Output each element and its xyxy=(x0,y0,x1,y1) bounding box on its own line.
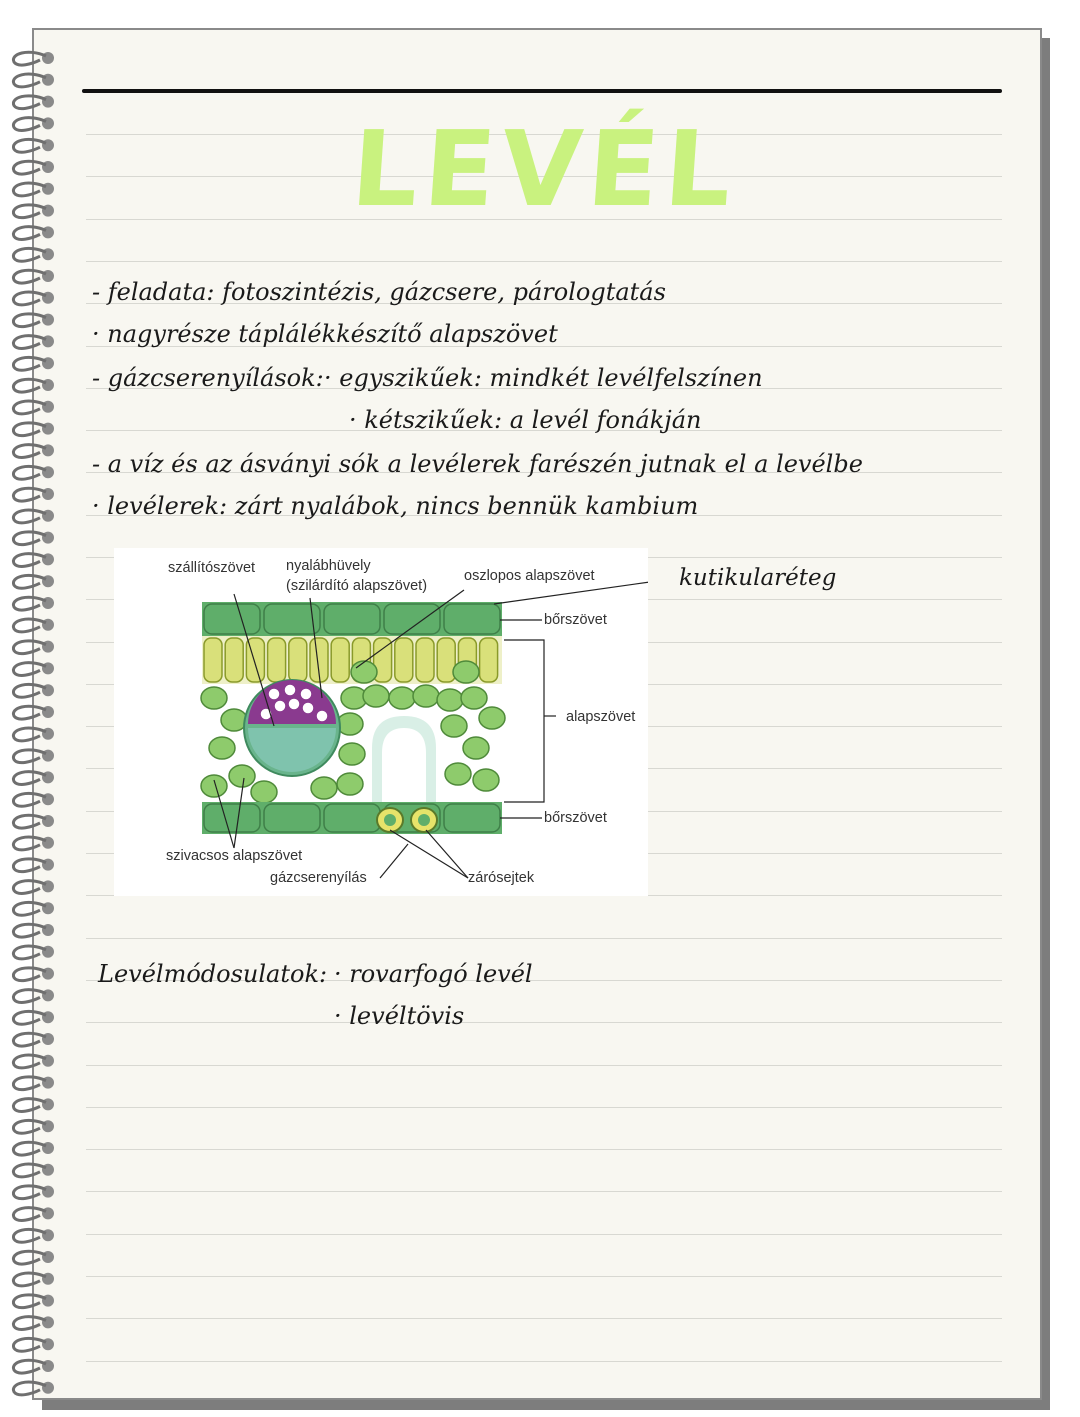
spiral-coil xyxy=(13,270,46,283)
palisade-cell xyxy=(289,638,307,682)
spiral-coil xyxy=(13,1338,46,1351)
ruled-line xyxy=(86,1361,1002,1362)
spiral-coil xyxy=(13,1055,46,1068)
spiral-coil xyxy=(13,423,46,436)
spiral-coil xyxy=(13,575,46,588)
spiral-coil xyxy=(13,1120,46,1133)
spiral-coil xyxy=(13,793,46,806)
note-line-gazcsere-label: - gázcserenyílások: xyxy=(92,364,324,392)
spiral-coil xyxy=(13,663,46,676)
spiral-coil xyxy=(13,314,46,327)
spiral-coil xyxy=(13,466,46,479)
epidermis-cell xyxy=(204,804,260,832)
spiral-coil xyxy=(13,1164,46,1177)
palisade-cell xyxy=(480,638,498,682)
ruled-line xyxy=(86,1191,1002,1192)
page-title: LEVÉL xyxy=(347,108,742,230)
label-szivacsos: szivacsos alapszövet xyxy=(166,848,303,864)
epidermis-cell xyxy=(264,804,320,832)
spiral-coil xyxy=(13,1033,46,1046)
ruled-line xyxy=(86,1318,1002,1319)
ruled-line xyxy=(86,1022,1002,1023)
xylem-cell xyxy=(284,684,296,696)
note-line-feladata: - feladata: fotoszintézis, gázcsere, párologtatás xyxy=(92,278,666,306)
ruled-line xyxy=(86,1276,1002,1277)
ruled-line xyxy=(86,1149,1002,1150)
alapszovet-bracket xyxy=(504,640,544,802)
spiral-coil xyxy=(13,292,46,305)
palisade-cell xyxy=(437,638,455,682)
leaf-cross-section-figure xyxy=(114,548,648,896)
spongy-cell xyxy=(209,737,235,759)
spiral-coil xyxy=(13,1011,46,1024)
ruled-line xyxy=(86,1107,1002,1108)
label-szallitoszovet: szállítószövet xyxy=(168,560,256,576)
spongy-cell xyxy=(351,661,377,683)
spongy-cell xyxy=(363,685,389,707)
label-szilardito: (szilárdító alapszövet) xyxy=(286,578,428,594)
spiral-coil xyxy=(13,510,46,523)
lower-epidermis xyxy=(202,802,502,834)
spiral-coil xyxy=(13,445,46,458)
spiral-coil xyxy=(13,183,46,196)
note-line-viz: - a víz és az ásványi sók a levélerek farészén jutnak el a levélbe xyxy=(92,450,863,478)
spiral-coil xyxy=(13,990,46,1003)
xylem-cell xyxy=(268,688,280,700)
spongy-cell xyxy=(337,713,363,735)
spiral-coil xyxy=(13,815,46,828)
epidermis-cell xyxy=(204,604,260,634)
spiral-coil xyxy=(13,1208,46,1221)
label-oszlopos: oszlopos alapszövet xyxy=(464,568,595,584)
spongy-cell xyxy=(339,743,365,765)
palisade-cell xyxy=(268,638,286,682)
spiral-coil xyxy=(13,619,46,632)
spongy-cell xyxy=(337,773,363,795)
xylem-cell xyxy=(316,710,328,722)
xylem-cell xyxy=(302,702,314,714)
spongy-cell xyxy=(413,685,439,707)
note-line-egyszikuek: · egyszikűek: mindkét levélfelszínen xyxy=(324,364,763,392)
spongy-cell xyxy=(461,687,487,709)
spiral-coil xyxy=(13,1142,46,1155)
note-line-ketszikuek: · kétszikűek: a levél fonákján xyxy=(349,406,702,434)
spiral-coil xyxy=(13,1382,46,1395)
modification-item-rovarfogo: · rovarfogó levél xyxy=(334,960,533,988)
spiral-coil xyxy=(13,1099,46,1112)
spiral-coil xyxy=(13,859,46,872)
spiral-coil xyxy=(13,532,46,545)
spiral-coil xyxy=(13,597,46,610)
spiral-coil xyxy=(13,924,46,937)
palisade-cell xyxy=(331,638,349,682)
spiral-coil xyxy=(13,706,46,719)
label-alapszovet: alapszövet xyxy=(566,709,636,725)
spiral-coil xyxy=(13,1295,46,1308)
spiral-coil xyxy=(13,488,46,501)
spongy-cell xyxy=(479,707,505,729)
spongy-cell xyxy=(389,687,415,709)
spiral-coil xyxy=(13,227,46,240)
label-gazcserenyilas: gázcserenyílás xyxy=(270,870,367,886)
spongy-cell xyxy=(437,689,463,711)
spiral-coil xyxy=(13,96,46,109)
spongy-cell xyxy=(473,769,499,791)
spiral-coil xyxy=(13,684,46,697)
epidermis-cell xyxy=(324,604,380,634)
spiral-coil xyxy=(13,1186,46,1199)
modifications-label: Levélmódosulatok: xyxy=(98,960,328,988)
palisade-cell xyxy=(416,638,434,682)
xylem-cell xyxy=(274,700,286,712)
upper-epidermis xyxy=(202,602,502,636)
spongy-cell xyxy=(201,687,227,709)
spongy-cell xyxy=(441,715,467,737)
header-rule xyxy=(82,89,1002,93)
spiral-coil xyxy=(13,837,46,850)
spongy-cell xyxy=(453,661,479,683)
spiral-coil xyxy=(13,968,46,981)
spiral-coil xyxy=(13,728,46,741)
note-line-alapszovet: · nagyrésze táplálékkészítő alapszövet xyxy=(92,320,558,348)
spiral-coil xyxy=(13,401,46,414)
epidermis-cell xyxy=(444,604,500,634)
spiral-coil xyxy=(13,357,46,370)
ruled-line xyxy=(86,1065,1002,1066)
spongy-cell xyxy=(463,737,489,759)
palisade-cell xyxy=(225,638,243,682)
xylem-cell xyxy=(300,688,312,700)
spiral-coil xyxy=(13,1273,46,1286)
spiral-coil xyxy=(13,74,46,87)
spiral-coil xyxy=(13,641,46,654)
spiral-coil xyxy=(13,902,46,915)
palisade-cell xyxy=(395,638,413,682)
note-line-levelerek: · levélerek: zárt nyalábok, nincs bennük kambium xyxy=(92,492,699,520)
spongy-cell xyxy=(251,781,277,803)
spiral-coil xyxy=(13,379,46,392)
spiral-coil xyxy=(13,139,46,152)
epidermis-cell xyxy=(324,804,380,832)
spiral-coil xyxy=(13,1229,46,1242)
notebook-page xyxy=(32,28,1042,1400)
kutikula-label: kutikularéteg xyxy=(679,565,837,591)
spongy-cell xyxy=(445,763,471,785)
spiral-coil xyxy=(13,52,46,65)
epidermis-cell xyxy=(384,604,440,634)
spiral-coil xyxy=(13,772,46,785)
spiral-coil xyxy=(13,1077,46,1090)
epidermis-cell xyxy=(444,804,500,832)
spiral-coil xyxy=(13,1317,46,1330)
spiral-coil xyxy=(13,205,46,218)
label-zarosejtek: zárósejtek xyxy=(468,870,535,886)
palisade-cell xyxy=(204,638,222,682)
ruled-line xyxy=(86,938,1002,939)
spiral-coil xyxy=(13,1360,46,1373)
modification-item-levelto: · levéltövis xyxy=(334,1002,465,1030)
ruled-line xyxy=(86,1234,1002,1235)
spiral-binding xyxy=(0,0,70,1417)
spongy-cell xyxy=(311,777,337,799)
spiral-coil xyxy=(13,1251,46,1264)
label-borszovet-bottom: bőrszövet xyxy=(544,810,607,826)
spiral-coil xyxy=(13,554,46,567)
vascular-bundle xyxy=(244,680,340,776)
label-nyalabhuvely: nyalábhüvely xyxy=(286,558,371,574)
label-borszovet-top: bőrszövet xyxy=(544,612,607,628)
spiral-coil xyxy=(13,248,46,261)
spiral-coil xyxy=(13,118,46,131)
spiral-coil xyxy=(13,750,46,763)
xylem-cell xyxy=(288,698,300,710)
spiral-coil xyxy=(13,336,46,349)
spongy-cell xyxy=(201,775,227,797)
spongy-cell xyxy=(229,765,255,787)
leaf-cross-section-diagram xyxy=(114,548,648,896)
spiral-coil xyxy=(13,946,46,959)
spiral-coil xyxy=(13,881,46,894)
spiral-coil xyxy=(13,161,46,174)
ruled-line xyxy=(86,261,1002,262)
